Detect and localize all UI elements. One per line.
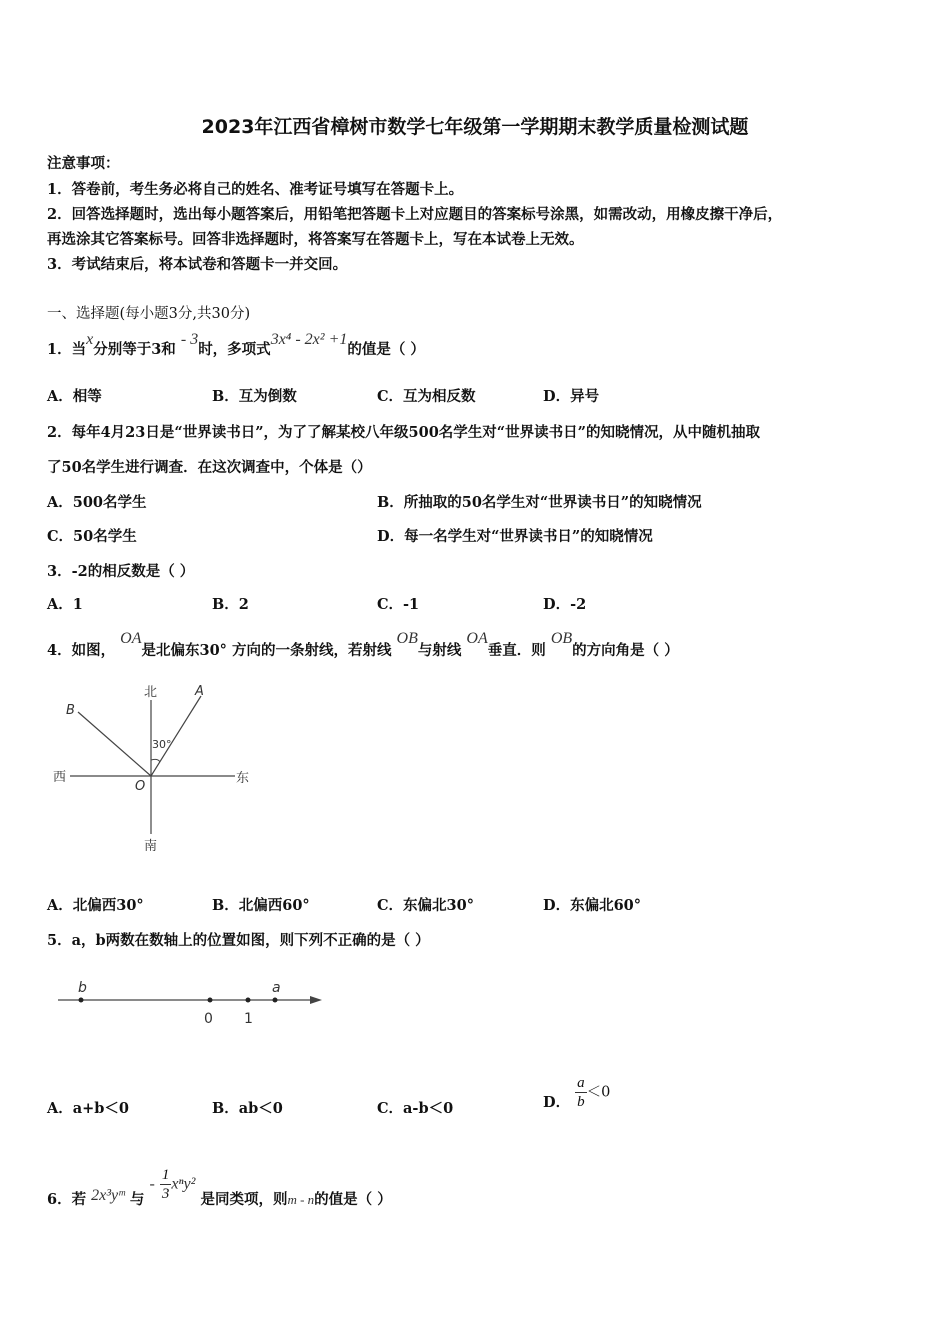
label-east: 东 [236,771,250,786]
q4-option-d[interactable]: D．东偏北60° [543,897,642,914]
label-north: 北 [144,685,158,700]
q3-option-b[interactable]: B．2 [212,596,249,613]
q6-text: 的值是（ ） [314,1190,392,1208]
label-a: A [195,684,204,699]
q1-text: 的值是（ ） [347,341,425,358]
point-one [246,998,251,1003]
point-zero [208,998,213,1003]
fraction-denominator: b [577,1094,585,1110]
q1-text: 时，多项式 [198,341,271,358]
q5-option-a[interactable]: A．a+b＜0 [47,1100,130,1117]
question-2-cont: 了50名学生进行调查．在这次调查中，个体是（） [47,459,372,476]
q4-compass-figure [40,676,270,861]
fraction-denominator: 3 [161,1186,170,1202]
q6-text: 与 [129,1190,145,1208]
q3-option-d[interactable]: D．-2 [543,596,587,613]
question-2: 2．每年4月23日是“世界读书日”，为了了解某校八年级500名学生对“世界读书日”的知晓情况，从中随机抽取 [47,424,760,441]
page-title: 2023年江西省樟树市数学七年级第一学期期末教学质量检测试题 [201,116,749,138]
q4-text: 垂直．则 [487,642,546,659]
q2-option-d[interactable]: D．每一名学生对“世界读书日”的知晓情况 [377,528,653,545]
notice-item: 再选涂其它答案标号。回答非选择题时，将答案写在答题卡上，写在本试卷上无效。 [47,231,584,248]
ray-oa [151,696,201,776]
q5-option-b[interactable]: B．ab＜0 [212,1100,283,1117]
q1-polynomial: 3x⁴ - 2x² +1 [270,331,348,348]
label-south: 南 [144,839,158,854]
question-6 [47,1166,392,1208]
question-5: 5．a，b两数在数轴上的位置如图，则下列不正确的是（ ） [47,932,430,949]
q6-term-2: xⁿy² [171,1175,196,1193]
q5-option-d-label: D． [543,1093,571,1111]
q1-text: 1．当 [47,341,87,358]
label-b: b [78,980,87,996]
label-one: 1 [244,1011,253,1027]
q2-option-a[interactable]: A．500名学生 [47,494,147,511]
q4-option-c[interactable]: C．东偏北30° [377,897,474,914]
q1-option-b[interactable]: B．互为倒数 [212,388,297,405]
q1-variable: x [86,331,94,348]
q6-text: 6．若 [47,1190,87,1208]
q1-text: 分别等于3和 [93,341,176,358]
q4-text: 的方向角是（ ） [572,642,679,659]
q5-number-line [50,972,330,1032]
number-line-arrow [310,996,322,1004]
notice-item: 2．回答选择题时，选出每小题答案后，用铅笔把答题卡上对应题目的答案标号涂黑，如需改动，用橡皮擦干净后， [47,206,783,223]
q2-option-b[interactable]: B．所抽取的50名学生对“世界读书日”的知晓情况 [377,494,702,511]
q5-option-d-relation: ＜0 [586,1084,611,1101]
q4-ray-oa: OA [466,630,488,647]
fraction-numerator: a [577,1075,585,1091]
q5-option-d-fraction [575,1074,587,1111]
label-zero: 0 [204,1011,213,1027]
q4-ray-ob: OB [396,630,418,647]
label-west: 西 [53,770,67,785]
q2-option-c[interactable]: C．50名学生 [47,528,137,545]
ray-ob [78,712,151,776]
q4-text: 与射线 [417,642,462,659]
q6-expression: m - n [287,1191,315,1207]
question-3: 3．-2的相反数是（ ） [47,563,195,580]
fraction-numerator: 1 [161,1167,170,1183]
q4-text: 4．如图， [47,642,116,659]
question-1 [47,331,425,359]
q4-ray-oa: OA [120,630,142,647]
label-b: B [66,703,75,718]
q6-term-1: 2x³yᵐ [91,1186,125,1204]
notice-item: 3．考试结束后，将本试卷和答题卡一并交回。 [47,256,348,273]
q4-option-a[interactable]: A．北偏西30° [47,897,144,914]
notice-item: 1．答卷前，考生务必将自己的姓名、准考证号填写在答题卡上。 [47,181,464,198]
q6-negative-sign: - [149,1175,155,1193]
q4-ray-ob: OB [550,630,573,647]
label-angle: 30° [152,738,172,751]
q4-text: 是北偏东30° 方向的一条射线，若射线 [141,642,392,659]
notice-heading: 注意事项： [47,155,120,172]
q4-option-b[interactable]: B．北偏西60° [212,897,310,914]
q3-option-a[interactable]: A．1 [47,596,83,613]
angle-arc [151,759,160,762]
question-4 [47,630,679,660]
label-o: O [135,779,146,794]
label-a: a [272,980,281,996]
q6-text: 是同类项，则 [200,1190,288,1208]
q1-option-c[interactable]: C．互为相反数 [377,388,476,405]
point-b [79,998,84,1003]
q6-fraction [160,1166,172,1203]
q1-option-d[interactable]: D．异号 [543,388,600,405]
q1-option-a[interactable]: A．相等 [47,388,102,405]
q3-option-c[interactable]: C．-1 [377,596,420,613]
q5-option-d[interactable] [543,1074,610,1111]
section-heading: 一、选择题(每小题3分,共30分) [47,306,251,322]
q1-value: - 3 [180,331,199,348]
q5-option-c[interactable]: C．a-b＜0 [377,1100,454,1117]
point-a [273,998,278,1003]
